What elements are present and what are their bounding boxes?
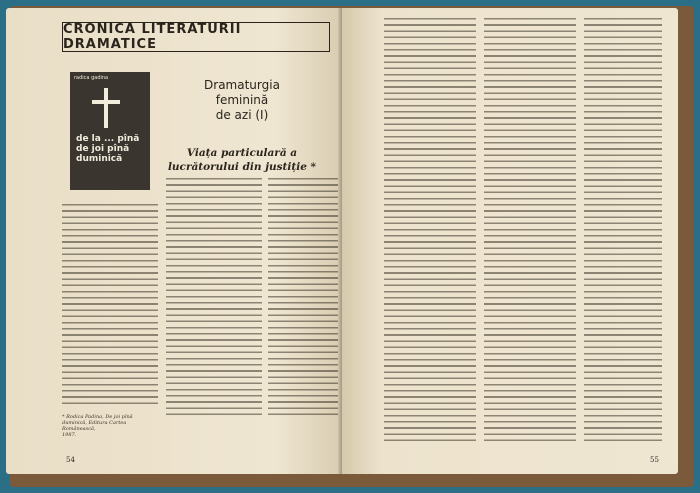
article-title: Dramaturgia feminină de azi (I) xyxy=(204,78,280,122)
section-header-text: CRONICA LITERATURII DRAMATICE xyxy=(63,22,242,52)
article-subtitle: Viața particulară a lucrătorului din justiție * xyxy=(167,147,317,173)
body-text-column-2 xyxy=(166,178,262,418)
book-cover-image xyxy=(70,72,150,190)
cross-icon xyxy=(92,88,120,128)
page-number: 55 xyxy=(650,456,659,464)
body-text-column-4 xyxy=(384,18,476,446)
body-text-column-3 xyxy=(268,178,338,418)
left-page xyxy=(6,8,342,474)
body-text-column-1 xyxy=(62,204,158,408)
book-cover-small-text: radica gadina xyxy=(74,75,109,81)
book-cover-title: de la ... pînă de joi pînă duminică xyxy=(76,134,140,164)
page-number: 54 xyxy=(66,456,75,464)
body-text-column-6 xyxy=(584,18,662,446)
footnote: * Rodica Padina, De joi pînă duminică, Editura Cartea Românească, 1987. xyxy=(62,414,133,438)
body-text-column-5 xyxy=(484,18,576,446)
section-header xyxy=(62,22,330,52)
right-page xyxy=(342,8,678,474)
